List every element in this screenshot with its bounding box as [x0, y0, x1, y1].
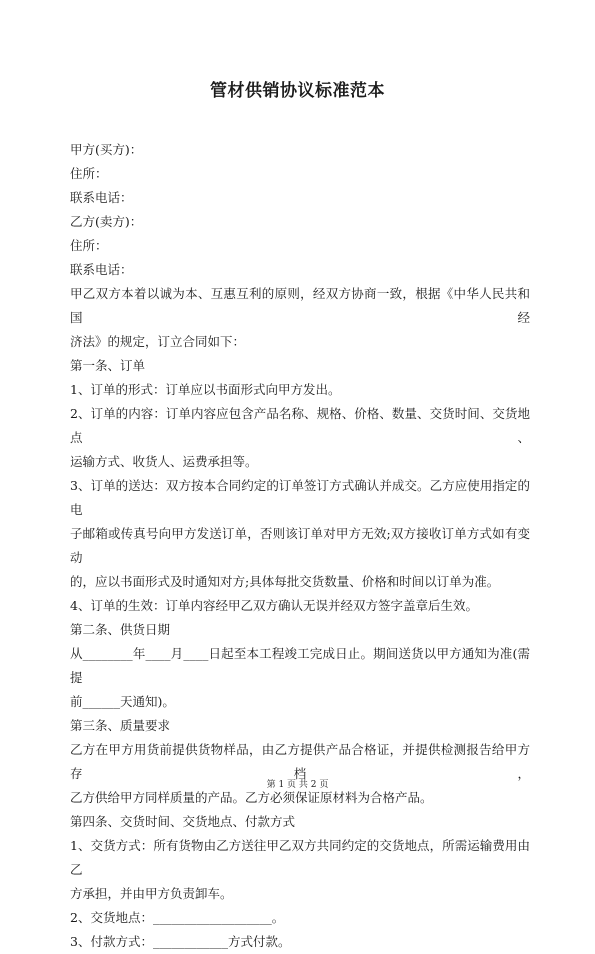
article-4-heading: 第四条、交货时间、交货地点、付款方式 [70, 814, 296, 829]
document-body [70, 138, 530, 954]
article-1-clause-1: 1、订单的形式：订单应以书面形式向甲方发出。 [70, 382, 341, 397]
article-1-heading: 第一条、订单 [70, 358, 146, 373]
article-1-clause-2-line-1: 2、订单的内容：订单内容应包含产品名称、规格、价格、数量、交货时间、交货地点、 [70, 406, 530, 445]
party-a-address: 住所： [70, 166, 108, 181]
article-3-line-2: 乙方供给甲方同样质量的产品。乙方必须保证原材料为合格产品。 [70, 790, 433, 805]
article-4-clause-2: 2、交货地点：___________________。 [70, 910, 285, 925]
article-4-clause-1-line-1: 1、交货方式：所有货物由乙方送往甲乙双方共同约定的交货地点，所需运输费用由乙 [70, 838, 530, 877]
document-title: 管材供销协议标准范本 [210, 81, 385, 101]
preamble-line-2: 济法》的规定，订立合同如下： [70, 334, 246, 349]
party-b-label: 乙方(卖方)： [70, 214, 143, 229]
preamble-line-1: 甲乙双方本着以诚为本、互惠互利的原则，经双方协商一致，根据《中华人民共和国经 [70, 286, 530, 325]
article-1-clause-2-line-2: 运输方式、收货人、运费承担等。 [70, 454, 258, 469]
article-3-line-1: 乙方在甲方用货前提供货物样品，由乙方提供产品合格证，并提供检测报告给甲方存档， [70, 742, 530, 781]
party-b-address: 住所： [70, 238, 108, 253]
article-1-clause-3-line-3: 的，应以书面形式及时通知对方;具体每批交货数量、价格和时间以订单为准。 [70, 574, 500, 589]
party-b-phone: 联系电话： [70, 262, 133, 277]
article-1-clause-3-line-2: 子邮箱或传真号向甲方发送订单，否则该订单对甲方无效;双方接收订单方式如有变动 [70, 526, 530, 565]
party-a-label: 甲方(买方)： [70, 142, 143, 157]
page-number-footer: 第 1 页 共 2 页 [266, 780, 329, 790]
article-2-heading: 第二条、供货日期 [70, 622, 171, 637]
article-1-clause-4: 4、订单的生效：订单内容经甲乙双方确认无误并经双方签字盖章后生效。 [70, 598, 478, 613]
article-4-clause-3: 3、付款方式：____________方式付款。 [70, 934, 291, 949]
article-2-line-2: 前______天通知)。 [70, 694, 175, 709]
article-3-heading: 第三条、质量要求 [70, 718, 171, 733]
article-4-clause-1-line-2: 方承担，并由甲方负责卸车。 [70, 886, 233, 901]
party-a-phone: 联系电话： [70, 190, 133, 205]
article-2-line-1: 从________年____月____日起至本工程竣工完成日止。期间送货以甲方通知为准(需提 [70, 646, 530, 685]
article-1-clause-3-line-1: 3、订单的送达：双方按本合同约定的订单签订方式确认并成交。乙方应使用指定的电 [70, 478, 530, 517]
